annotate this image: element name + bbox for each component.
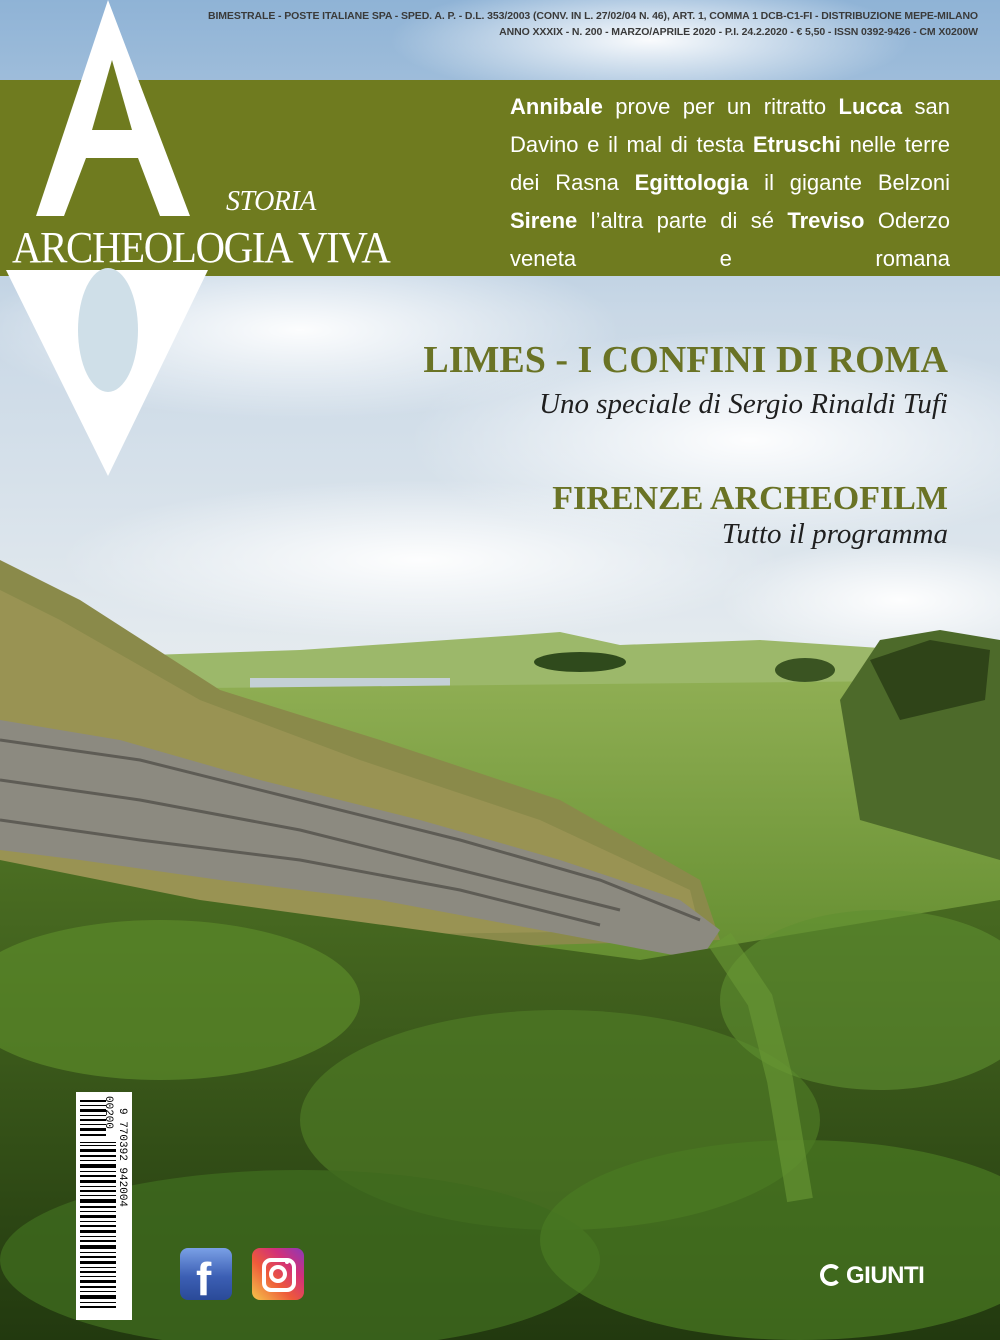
facebook-icon[interactable] [180,1248,232,1305]
legal-line-1: BIMESTRALE - POSTE ITALIANE SPA - SPED. A. P. - D.L. 353/2003 (CONV. IN L. 27/02/04 N. 46), ART. 1, COMMA 1 DCB-C1-FI - DISTRIBUZIONE MEPE-MILANO [207,10,978,22]
teaser-topic: Annibale [510,94,603,119]
giunti-logo-icon [820,1264,842,1286]
teaser-topic: Treviso [787,208,865,233]
teaser-text: Oderzo veneta e romana [510,208,950,271]
teaser-text: san Davino e il mal di testa [510,94,950,157]
teaser-text: prove per un ritratto [602,94,839,119]
teaser-topic: Lucca [838,94,903,119]
feature-subline: Tutto il programma [721,518,948,550]
teaser-topic: Egittologia [634,170,749,195]
instagram-icon[interactable] [252,1248,304,1300]
masthead-title: ARCHEOLOGIA VIVA [12,223,390,272]
feature-headline: LIMES - I CONFINI DI ROMA [423,339,948,381]
facebook-glyph: f [196,1253,212,1305]
teaser-text: nelle terre dei Rasna [510,132,950,195]
teaser-topic: Sirene [510,208,578,233]
feature-subline: Uno speciale di Sergio Rinaldi Tufi [539,388,948,420]
teaser-list [510,88,950,278]
masthead-kicker: STORIA [226,186,316,217]
feature-headline: FIRENZE ARCHEOFILM [552,480,948,517]
barcode-number: 9 770392 942004 [116,1108,128,1208]
legal-line-2: ANNO XXXIX - N. 200 - MARZO/APRILE 2020 - P.I. 24.2.2020 - € 5,50 - ISSN 0392-9426 - CM X0200W [499,26,978,38]
teaser-text: il gigante Belzoni [748,170,950,195]
publisher-name: GIUNTI [846,1262,925,1289]
barcode-addon-number: 00200 [102,1096,114,1130]
instagram-flash [285,1260,289,1264]
instagram-lens [269,1265,287,1283]
teaser-text: l’altra parte di sé [577,208,788,233]
teaser-topic: Etruschi [752,132,841,157]
